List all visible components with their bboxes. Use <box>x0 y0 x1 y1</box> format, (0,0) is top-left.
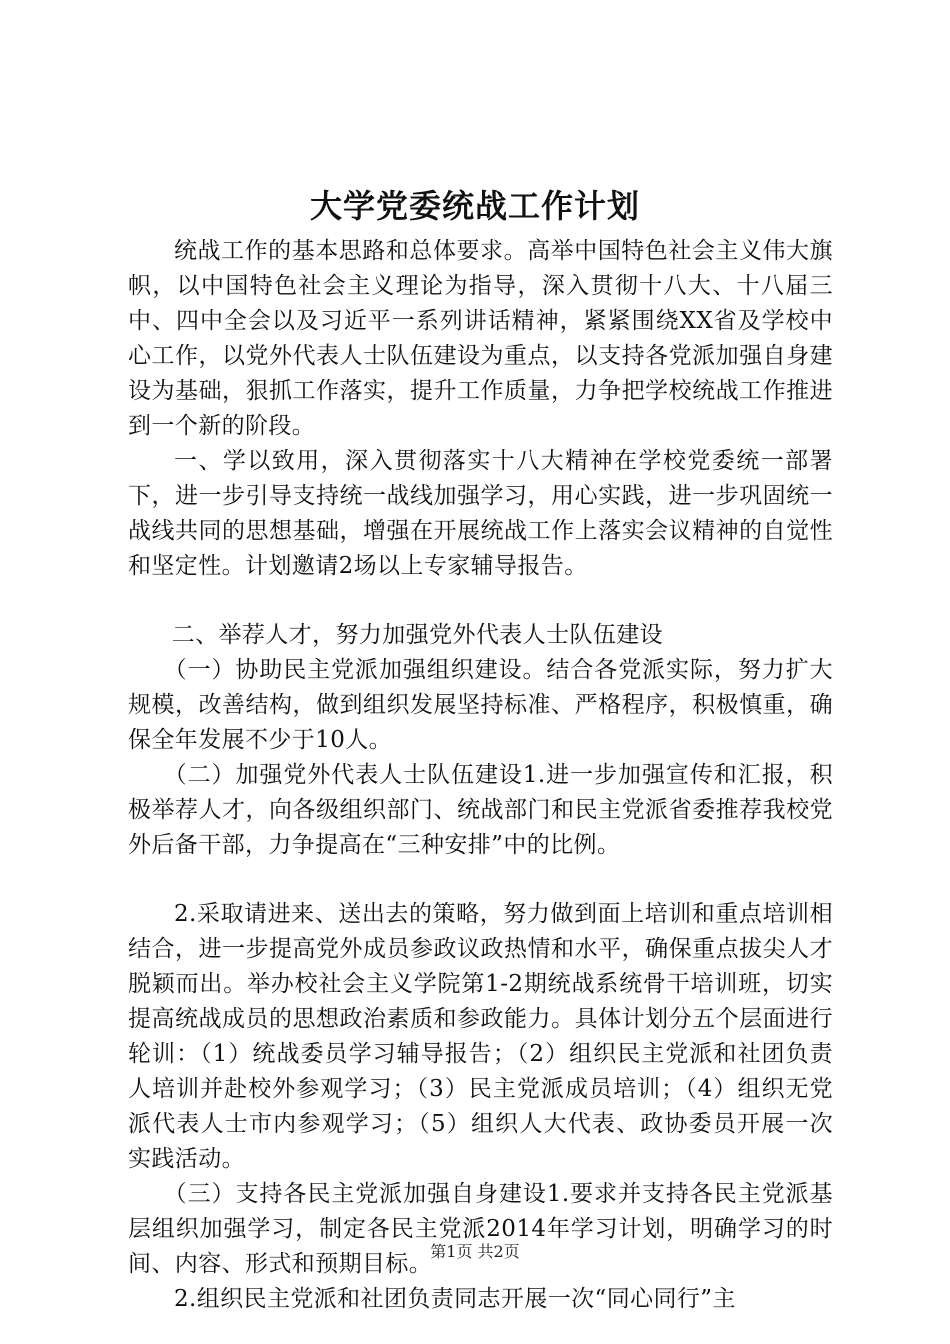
paragraph-section-1: 一、学以致用，深入贯彻落实十八大精神在学校党委统一部署下，进一步引导支持统一战线加强学习，用心实践，进一步巩固统一战线共同的思想基础，增强在开展统战工作上落实会议精神的自觉性和坚定性。计划邀请2场以上专家辅导报告。 <box>128 448 833 579</box>
paragraph-overview: 统战工作的基本思路和总体要求。高举中国特色社会主义伟大旗帜，以中国特色社会主义理论为指导，深入贯彻十八大、十八届三中、四中全会以及习近平一系列讲话精神，紧紧围绕XX省及学校中心工作，以党外代表人士队伍建设为重点，以支持各党派加强自身建设为基础，狠抓工作落实，提升工作质量，力争把学校统战工作推进到一个新的阶段。 <box>128 238 833 439</box>
paragraph-subsection-3: （三）支持各民主党派加强自身建设1.要求并支持各民主党派基层组织加强学习，制定各民主党派2014年学习计划，明确学习的时间、内容、形式和预期目标。 <box>128 1181 833 1277</box>
paragraph-activity: 2.组织民主党派和社团负责同志开展一次“同心同行”主 <box>174 1286 736 1312</box>
paragraph-subsection-1: （一）协助民主党派加强组织建设。结合各党派实际，努力扩大规模，改善结构，做到组织发展坚持标准、严格程序，积极慎重，确保全年发展不少于10人。 <box>128 657 833 753</box>
paragraph-subsection-2: （二）加强党外代表人士队伍建设1.进一步加强宣传和汇报，积极举荐人才，向各级组织部门、统战部门和民主党派省委推荐我校党外后备干部，力争提高在“三种安排”中的比例。 <box>128 762 833 858</box>
paragraph-section-2-heading: 二、举荐人才，努力加强党外代表人士队伍建设 <box>171 622 664 648</box>
document-body <box>128 234 833 1317</box>
document-title: 大学党委统战工作计划 <box>309 187 640 225</box>
page-number-footer: 第1页 共2页 <box>430 1242 520 1261</box>
paragraph-training: 2.采取请进来、送出去的策略，努力做到面上培训和重点培训相结合，进一步提高党外成员参政议政热情和水平，确保重点拔尖人才脱颖而出。举办校社会主义学院第1-2期统战系统骨干培训班，切实提高统战成员的思想政治素质和参政能力。具体计划分五个层面进行轮训：（1）统战委员学习辅导报告；（2）组织民主党派和社团负责人培训并赴校外参观学习；（3）民主党派成员培训；（4）组织无党派代表人士市内参观学习；（5）组织人大代表、政协委员开展一次实践活动。 <box>128 901 833 1172</box>
